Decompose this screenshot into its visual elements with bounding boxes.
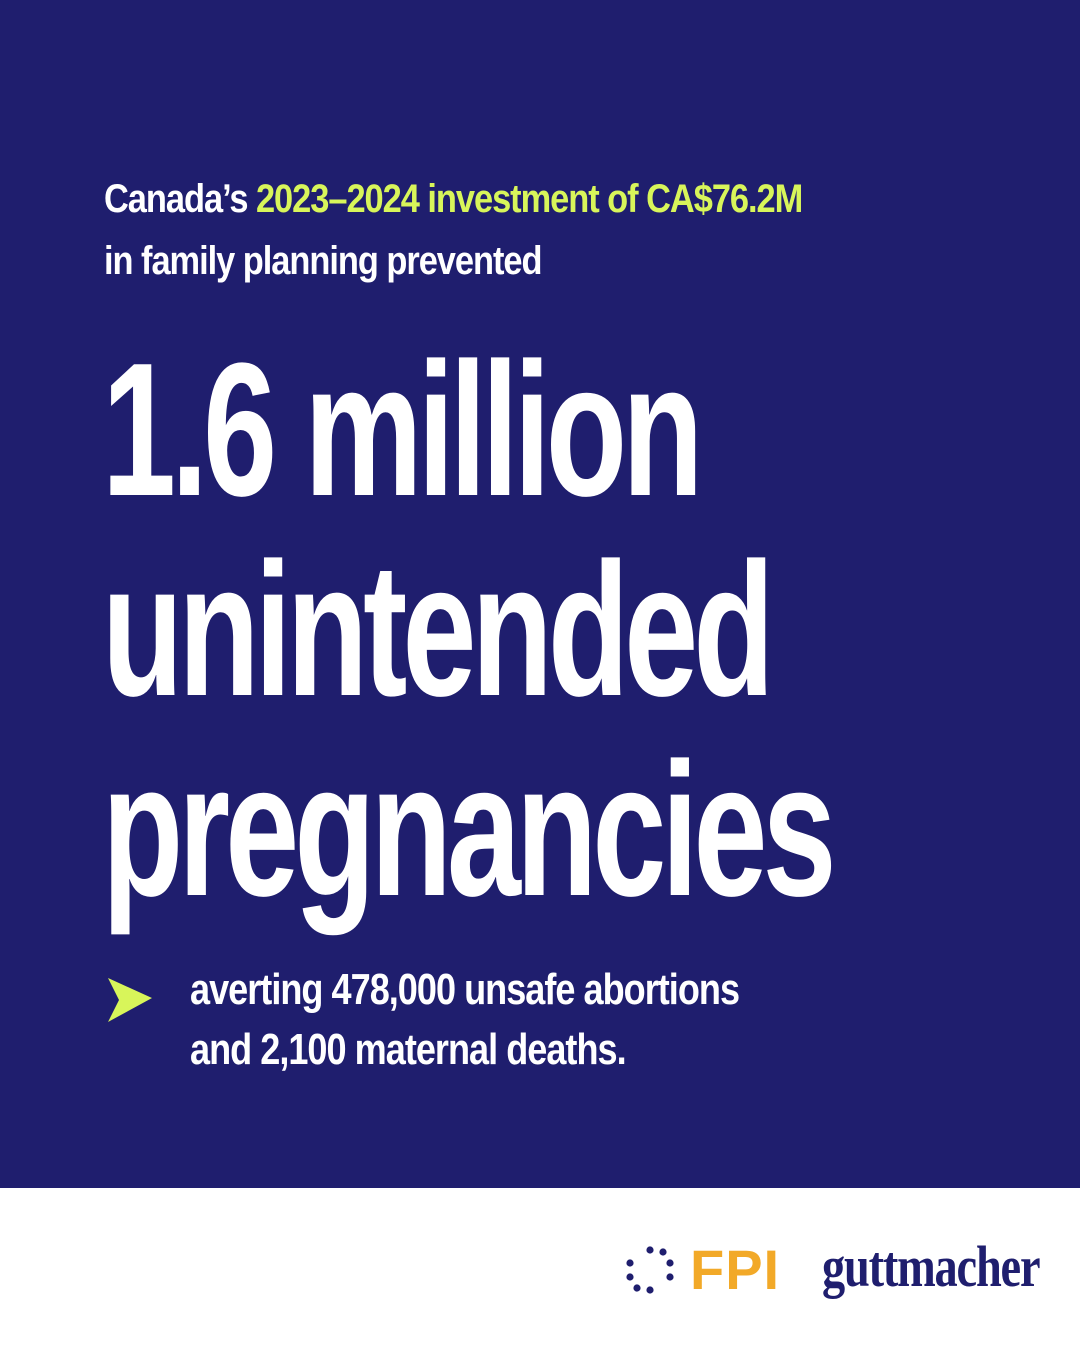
subtext-line-2: and 2,100 maternal deaths. [190, 1025, 626, 1074]
headline [102, 324, 832, 936]
fpi-logo: FPI [690, 1238, 781, 1301]
fpi-dots-icon [626, 1246, 674, 1294]
intro-highlight: 2023–2024 investment of CA$76.2M [255, 177, 803, 221]
intro-line-1 [104, 168, 878, 230]
arrow-right-icon [106, 976, 154, 1024]
subtext [190, 960, 739, 1080]
headline-line-3: pregnancies [102, 724, 832, 936]
intro-text [104, 168, 878, 292]
headline-line-1: 1.6 million [102, 324, 699, 536]
intro-line-2: in family planning prevented [104, 239, 542, 283]
intro-prefix: Canada’s [104, 177, 256, 221]
headline-line-2: unintended [102, 524, 770, 736]
guttmacher-logo: guttmacher [822, 1234, 1040, 1299]
subtext-line-1: averting 478,000 unsafe abortions [190, 965, 740, 1014]
